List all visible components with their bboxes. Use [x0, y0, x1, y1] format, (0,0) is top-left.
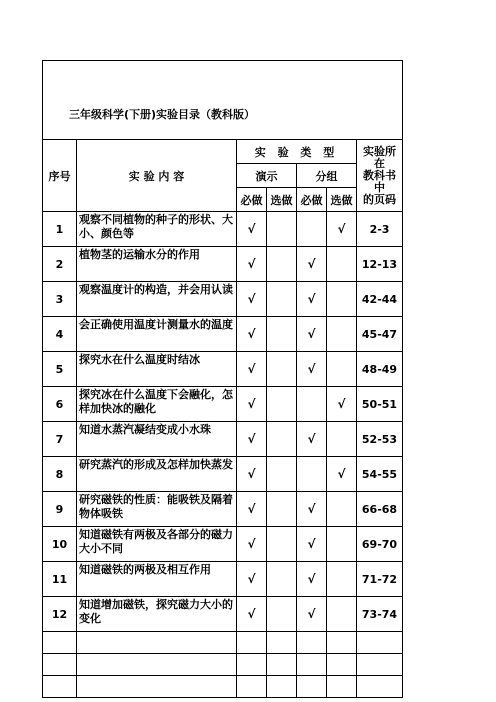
demo-required-mark: √: [237, 562, 267, 597]
demo-optional-header: 选做: [267, 188, 297, 212]
empty-cell: [43, 632, 77, 654]
page-header-line: 中: [374, 180, 385, 194]
page-header-line: 实验所: [363, 144, 396, 158]
table-row: [43, 457, 403, 492]
demo-optional-mark: [267, 492, 297, 527]
demo-optional-mark: [267, 212, 297, 247]
experiment-catalog-table: [42, 60, 403, 698]
empty-cell: [327, 632, 357, 654]
row-number: 10: [43, 527, 77, 562]
row-content: 知道磁铁有两极及各部分的磁力大小不同: [77, 527, 237, 562]
demo-optional-mark: [267, 422, 297, 457]
group-required-mark: √: [297, 597, 327, 632]
row-number: 4: [43, 317, 77, 352]
empty-cell: [297, 654, 327, 676]
page-title: 三年级科学(下册)实验目录（教科版）: [43, 89, 403, 140]
group-optional-mark: √: [327, 457, 357, 492]
table-row: [43, 387, 403, 422]
group-optional-mark: [327, 317, 357, 352]
row-number: 3: [43, 282, 77, 317]
row-page: 50-51: [357, 387, 403, 422]
group-required-mark: √: [297, 527, 327, 562]
empty-cell: [267, 632, 297, 654]
empty-cell: [357, 676, 403, 698]
empty-cell: [267, 654, 297, 676]
empty-cell: [237, 676, 267, 698]
row-number: 2: [43, 247, 77, 282]
row-page: 45-47: [357, 317, 403, 352]
empty-cell: [237, 632, 267, 654]
group-optional-mark: √: [327, 212, 357, 247]
row-content: 知道磁铁的两极及相互作用: [77, 562, 237, 597]
group-required-mark: [297, 387, 327, 422]
page-header: [357, 140, 403, 212]
group-required-mark: √: [297, 247, 327, 282]
demo-optional-mark: [267, 352, 297, 387]
demo-optional-mark: [267, 317, 297, 352]
group-required-mark: √: [297, 282, 327, 317]
group-optional-mark: [327, 527, 357, 562]
table-row: [43, 352, 403, 387]
row-number: 7: [43, 422, 77, 457]
demo-optional-mark: [267, 457, 297, 492]
row-number: 8: [43, 457, 77, 492]
empty-cell: [297, 632, 327, 654]
row-page: 54-55: [357, 457, 403, 492]
group-optional-mark: [327, 562, 357, 597]
page-header-line: 在: [374, 156, 385, 170]
demo-required-mark: √: [237, 492, 267, 527]
row-content: 植物茎的运输水分的作用: [77, 247, 237, 282]
page-header-line: 的页码: [363, 192, 396, 206]
row-number: 12: [43, 597, 77, 632]
table-row: [43, 212, 403, 247]
empty-cell: [237, 654, 267, 676]
demo-required-mark: √: [237, 317, 267, 352]
demo-required-mark: √: [237, 457, 267, 492]
type-header: 实 验 类 型: [237, 140, 357, 164]
table-row: [43, 317, 403, 352]
table-row: [43, 562, 403, 597]
empty-cell: [297, 676, 327, 698]
empty-cell: [267, 676, 297, 698]
row-content: 知道增加磁铁，探究磁力大小的变化: [77, 597, 237, 632]
demo-optional-mark: [267, 387, 297, 422]
empty-cell: [77, 676, 237, 698]
row-content: 观察温度计的构造，并会用认读: [77, 282, 237, 317]
row-content: 研究磁铁的性质：能吸铁及隔着物体吸铁: [77, 492, 237, 527]
row-page: 2-3: [357, 212, 403, 247]
row-content: 知道水蒸汽凝结变成小水珠: [77, 422, 237, 457]
demo-optional-mark: [267, 527, 297, 562]
table-row: [43, 247, 403, 282]
group-required-mark: [297, 212, 327, 247]
group-required-mark: √: [297, 422, 327, 457]
row-number: 6: [43, 387, 77, 422]
demo-required-mark: √: [237, 422, 267, 457]
group-required-mark: [297, 457, 327, 492]
row-content: 探究冰在什么温度下会融化，怎样加快冰的融化: [77, 387, 237, 422]
group-required-header: 必做: [297, 188, 327, 212]
empty-row: [43, 676, 403, 698]
row-number: 9: [43, 492, 77, 527]
row-page: 12-13: [357, 247, 403, 282]
empty-cell: [43, 676, 77, 698]
content-header: 实 验 内 容: [77, 140, 237, 212]
demo-required-mark: √: [237, 527, 267, 562]
row-page: 48-49: [357, 352, 403, 387]
demo-optional-mark: [267, 282, 297, 317]
empty-cell: [77, 654, 237, 676]
row-number: 11: [43, 562, 77, 597]
group-required-mark: √: [297, 352, 327, 387]
table-row: [43, 282, 403, 317]
group-optional-mark: [327, 492, 357, 527]
demo-required-header: 必做: [237, 188, 267, 212]
demo-required-mark: √: [237, 352, 267, 387]
row-content: 研究蒸汽的形成及怎样加快蒸发: [77, 457, 237, 492]
row-content: 探究水在什么温度时结冰: [77, 352, 237, 387]
group-optional-mark: [327, 247, 357, 282]
page-header-line: 教科书: [363, 168, 396, 182]
table-row: [43, 597, 403, 632]
table-row: [43, 422, 403, 457]
group-optional-header: 选做: [327, 188, 357, 212]
row-content: 观察不同植物的种子的形状、大小、颜色等: [77, 212, 237, 247]
demo-required-mark: √: [237, 247, 267, 282]
demo-required-mark: √: [237, 282, 267, 317]
row-page: 73-74: [357, 597, 403, 632]
demo-optional-mark: [267, 247, 297, 282]
row-number: 1: [43, 212, 77, 247]
group-optional-mark: [327, 352, 357, 387]
group-optional-mark: √: [327, 387, 357, 422]
table-row: [43, 527, 403, 562]
table-row: [43, 492, 403, 527]
group-optional-mark: [327, 282, 357, 317]
row-content: 会正确使用温度计测量水的温度: [77, 317, 237, 352]
seq-header: 序号: [43, 140, 77, 212]
group-header: 分组: [297, 164, 357, 188]
empty-cell: [357, 654, 403, 676]
demo-header: 演示: [237, 164, 297, 188]
demo-required-mark: √: [237, 212, 267, 247]
row-page: 42-44: [357, 282, 403, 317]
empty-cell: [77, 632, 237, 654]
demo-optional-mark: [267, 562, 297, 597]
empty-cell: [357, 632, 403, 654]
top-spacer: [43, 61, 403, 90]
row-page: 69-70: [357, 527, 403, 562]
group-required-mark: √: [297, 317, 327, 352]
group-optional-mark: [327, 422, 357, 457]
empty-cell: [43, 654, 77, 676]
row-page: 66-68: [357, 492, 403, 527]
row-number: 5: [43, 352, 77, 387]
row-page: 52-53: [357, 422, 403, 457]
demo-optional-mark: [267, 597, 297, 632]
empty-cell: [327, 676, 357, 698]
demo-required-mark: √: [237, 597, 267, 632]
empty-row: [43, 654, 403, 676]
group-required-mark: √: [297, 562, 327, 597]
group-required-mark: √: [297, 492, 327, 527]
row-page: 71-72: [357, 562, 403, 597]
empty-row: [43, 632, 403, 654]
group-optional-mark: [327, 597, 357, 632]
empty-cell: [327, 654, 357, 676]
demo-required-mark: √: [237, 387, 267, 422]
